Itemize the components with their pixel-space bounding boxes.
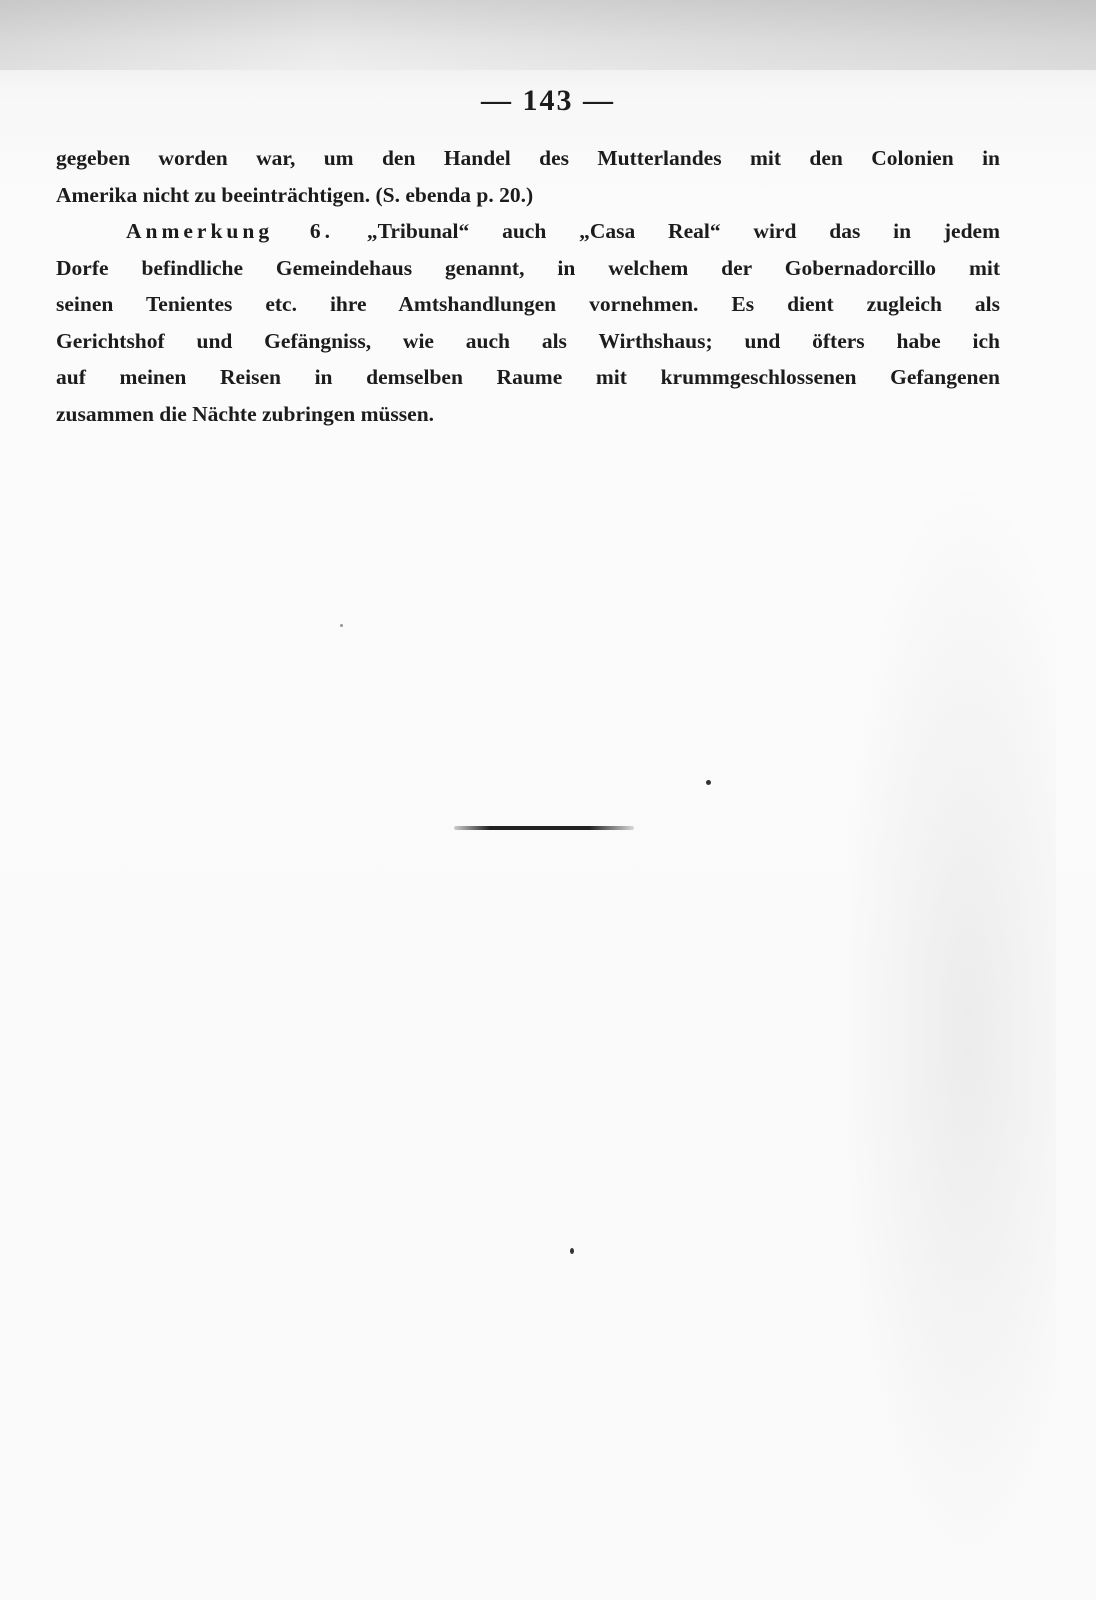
paragraph-2-line-2: Dorfe befindliche Gemeindehaus genannt, in welchem der Gobernadorcillo mit <box>56 255 1000 280</box>
paragraph-2-line-1 <box>56 213 1000 250</box>
page-number: — 143 — <box>481 84 615 117</box>
ink-speck <box>706 780 711 785</box>
paragraph-2-line-6: zusammen die Nächte zubringen müssen. <box>56 401 435 426</box>
paragraph-1-line-2: Amerika nicht zu beeinträchtigen. (S. ebenda p. 20.) <box>56 182 534 207</box>
scan-edge-shadow <box>0 0 1096 70</box>
show-through-bleed <box>836 480 1056 1580</box>
paragraph-2-line-1-text: „Tribunal“ auch „Casa Real“ wird das in jedem <box>366 219 1001 243</box>
paragraph-2-line-4: Gerichtshof und Gefängniss, wie auch als Wirthshaus; und öfters habe ich <box>56 328 1000 353</box>
note-heading: Anmerkung 6. <box>126 219 335 243</box>
paragraph-1-line-1: gegeben worden war, um den Handel des Mutterlandes mit den Colonien in <box>56 146 1000 170</box>
paragraph-2-line-3: seinen Tenientes etc. ihre Amtshandlungen vornehmen. Es dient zugleich als <box>56 292 1000 316</box>
body-text <box>56 140 1000 432</box>
ink-speck <box>570 1248 574 1254</box>
end-rule <box>454 826 634 830</box>
paragraph-2-line-5: auf meinen Reisen in demselben Raume mit krummgeschlossenen Gefangenen <box>56 365 1000 389</box>
ink-speck <box>340 624 343 627</box>
